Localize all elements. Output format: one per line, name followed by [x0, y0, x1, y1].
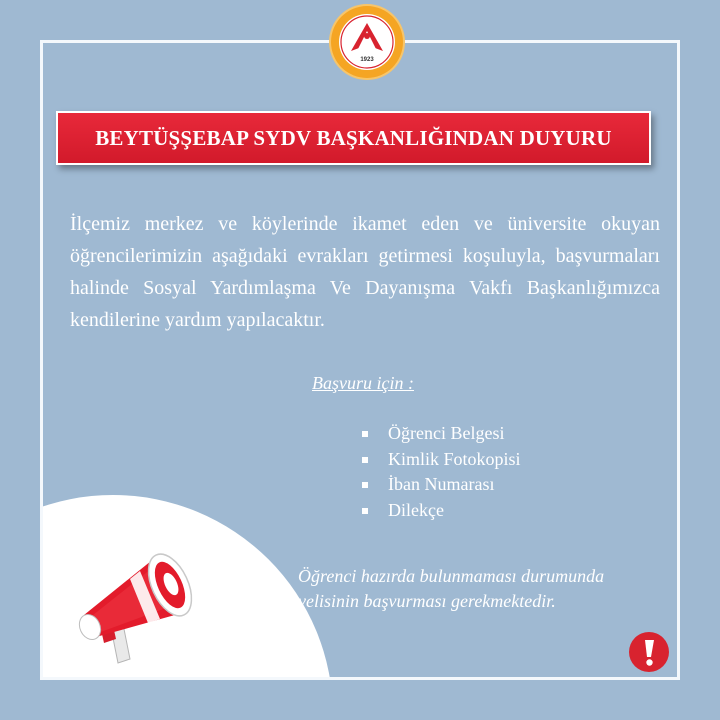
foundation-logo	[331, 6, 403, 78]
bullet-icon	[362, 482, 368, 488]
announcement-banner	[56, 111, 651, 165]
document-list	[360, 421, 521, 523]
document-label: Kimlik Fotokopisi	[388, 448, 521, 469]
bullet-icon	[362, 508, 368, 514]
list-item	[360, 447, 521, 473]
logo-year: 1923	[360, 57, 374, 63]
note-line-1: Öğrenci hazırda bulunmaması durumunda	[298, 566, 605, 586]
logo-emblem-icon	[331, 6, 403, 78]
guardian-note	[298, 564, 604, 614]
list-item	[360, 498, 521, 524]
list-item	[360, 472, 521, 498]
document-label: Dilekçe	[388, 499, 444, 520]
application-label: Başvuru için :	[312, 373, 414, 393]
bullet-icon	[362, 431, 368, 437]
document-label: Öğrenci Belgesi	[388, 423, 505, 443]
announcement-body: İlçemiz merkez ve köylerinde ikamet eden ve üniversite okuyan öğrencilerimizin aşağıdaki evrakları getirmesi koşuluyla, başvurmaları halinde Sosyal Yardımlaşma Ve Dayanışma Vakfı Başkanlığımızca kendilerine yardım yapılacaktır.	[70, 213, 660, 331]
bullet-icon	[362, 457, 368, 463]
banner-title: BEYTÜŞŞEBAP SYDV BAŞKANLIĞINDAN DUYURU	[95, 125, 612, 150]
list-item	[360, 421, 521, 447]
exclamation-icon	[628, 631, 670, 673]
megaphone-icon	[70, 535, 200, 670]
document-label: İban Numarası	[388, 474, 495, 494]
note-line-2: velisinin başvurması gerekmektedir.	[298, 591, 556, 611]
